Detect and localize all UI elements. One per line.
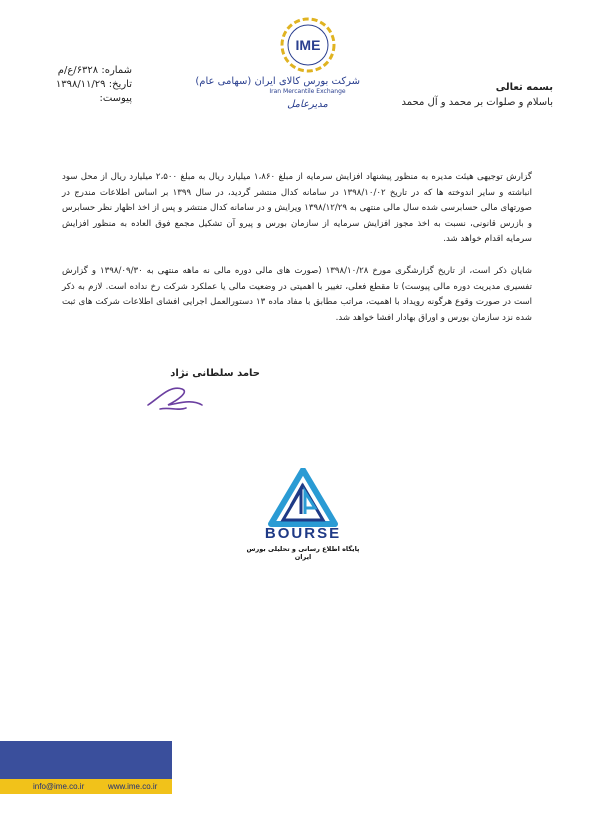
signatory-name: حامد سلطانی نژاد bbox=[170, 368, 260, 379]
footer-text bbox=[425, 3, 583, 32]
salutation-heading: بسمه تعالی bbox=[495, 82, 553, 93]
watermark-subtitle: پایگاه اطلاع رسانی و تحلیلی بورس ایران bbox=[246, 545, 360, 561]
ceo-title: مدیرعامل bbox=[287, 99, 328, 110]
footer-phone: تلفن گویا: ۸۵۶۴۰ | نمابر: ۸۸۳۸۳۰۰۰ bbox=[473, 22, 583, 31]
company-logo bbox=[195, 16, 360, 136]
footer-website[interactable]: www.ime.co.ir bbox=[108, 782, 158, 791]
bourse24-logo-icon bbox=[243, 468, 363, 528]
company-name-fa: شرکت بورس کالای ایران (سهامی عام) bbox=[195, 76, 360, 87]
company-name-en: Iran Mercantile Exchange bbox=[269, 88, 346, 95]
letter-attachment: پیوست: bbox=[99, 93, 132, 104]
salutation-greeting: باسلام و صلوات بر محمد و آل محمد bbox=[401, 97, 553, 108]
logo-mark-text: IME bbox=[295, 37, 320, 53]
watermark-title: BOURSE bbox=[264, 525, 342, 542]
signature-scribble-icon bbox=[140, 375, 210, 415]
ime-logo-icon bbox=[279, 16, 337, 74]
letter-number: شماره: ۶۳۲۸/ع/م bbox=[57, 65, 132, 76]
letter-meta bbox=[40, 64, 132, 106]
salutation bbox=[383, 80, 553, 110]
letter-date: تاریخ: ۱۳۹۸/۱۱/۲۹ bbox=[55, 79, 132, 90]
footer-email[interactable]: info@ime.co.ir bbox=[33, 782, 85, 791]
body-paragraph-1: گزارش توجیهی هیئت مدیره به منظور پیشنهاد افزایش سرمایه از مبلغ ۱،۸۶۰ میلیارد ریال به مبلغ ۲،۵۰۰ میلیارد ریال از محل سود انباشته و سایر اندوخته ها که در تاریخ ۱۳۹۸/۱۰/۰۲ در سامانه کدال منتشر گردید، در سال ۱۳۹۹ بر اساس اطلاعات مندرج در صورتهای مالی حسابرسی شده سال مالی منتهی به ۱۳۹۸/۱۲/۲۹ ویرایش و در سامانه کدال منتشر و پس از اخذ اظهار نظر حسابرس و بازرس قانونی، نسبت به اخذ مجوز افزایش سرمایه از سازمان بورس و پیرو آن تشکیل مجمع فوق العاده به منظور افزایش سرمایه اقدام خواهد شد. bbox=[62, 172, 532, 244]
footer-address: ادرس: تهران، خیابان آیت الله طالقانی، بعد از تقاطع ولی عصر (عج)، شماره ۳۵۱ bbox=[425, 3, 583, 22]
body-paragraph-2: شایان ذکر است، از تاریخ گزارشگری مورخ ۱۳۹۸/۱۰/۲۸ (صورت های مالی دوره مالی نه ماهه منتهی به ۱۳۹۸/۰۹/۳۰ و گزارش تفسیری مدیریت دوره مالی پیوست) تا مقطع فعلی، تغییر با اهمیتی در وضعیت مالی یا عملکرد شرکت رخ نداده است. لازم به ذکر است در صورت وقوع هرگونه رویداد با اهمیت، مراتب مطابق با مفاد ماده ۱۳ دستورالعمل اجرایی افشای اطلاعات شرکت های ثبت شده نزد سازمان بورس و اوراق بهادار افشا خواهد شد. bbox=[62, 266, 532, 323]
